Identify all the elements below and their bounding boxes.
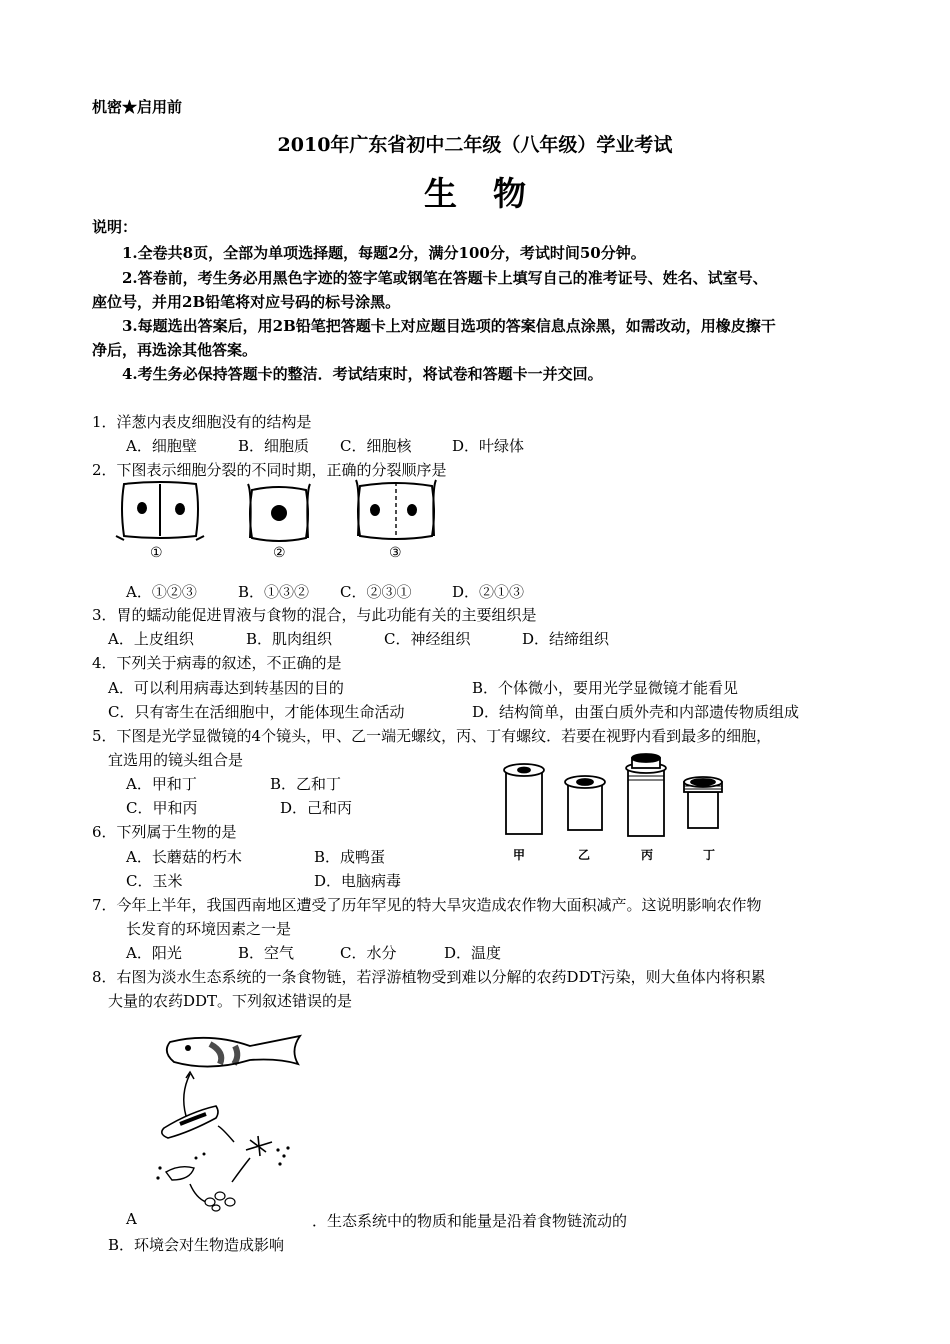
question-stem: 2．下图表示细胞分裂的不同时期，正确的分裂顺序是 bbox=[92, 461, 447, 479]
question-stem: 6．下列属于生物的是 bbox=[92, 823, 237, 841]
option-b: B．①③② bbox=[238, 583, 310, 601]
option-b: B．细胞质 bbox=[238, 437, 310, 455]
option-b: B．肌肉组织 bbox=[246, 630, 333, 648]
option-c: C．水分 bbox=[340, 944, 397, 962]
question-stem: 8．右图为淡水生态系统的一条食物链，若浮游植物受到难以分解的农药DDT污染，则大鱼体内将积累 bbox=[92, 968, 766, 986]
option-a: A．可以利用病毒达到转基因的目的 bbox=[108, 679, 344, 697]
question-stem-continued: 大量的农药DDT。下列叙述错误的是 bbox=[108, 992, 353, 1010]
option-c: C．细胞核 bbox=[340, 437, 412, 455]
question-stem-continued: 宜选用的镜头组合是 bbox=[108, 751, 244, 769]
option-b: B．空气 bbox=[238, 944, 295, 962]
option-c: C．②③① bbox=[340, 583, 412, 601]
question-stem: 7．今年上半年，我国西南地区遭受了历年罕见的特大旱灾造成农作物大面积减产。这说明影响农作物 bbox=[92, 896, 762, 914]
instruction-item: 座位号，并用2B铅笔将对应号码的标号涂黑。 bbox=[92, 293, 401, 311]
option-c: C．甲和丙 bbox=[126, 799, 198, 817]
figure-label: ③ bbox=[389, 545, 402, 561]
option-d: D．结构简单，由蛋白质外壳和内部遗传物质组成 bbox=[472, 703, 800, 721]
question-stem: 4．下列关于病毒的叙述，不正确的是 bbox=[92, 654, 342, 672]
option-d: D．②①③ bbox=[452, 583, 525, 601]
lens-label: 乙 bbox=[578, 848, 591, 862]
option-c: C．神经组织 bbox=[384, 630, 471, 648]
instruction-item: 2.答卷前，考生务必用黑色字迹的签字笔或钢笔在答题卡上填写自己的准考证号、姓名、试室号、 bbox=[122, 269, 768, 287]
figure-label: ② bbox=[273, 545, 286, 561]
question-stem: 3．胃的蠕动能促进胃液与食物的混合，与此功能有关的主要组织是 bbox=[92, 606, 537, 624]
option-c: C．只有寄生在活细胞中，才能体现生命活动 bbox=[108, 703, 405, 721]
option-a: ．生态系统中的物质和能量是沿着食物链流动的 bbox=[312, 1212, 628, 1230]
option-c: C．玉米 bbox=[126, 872, 183, 890]
option-a: A．上皮组织 bbox=[108, 630, 194, 648]
option-b: B．乙和丁 bbox=[270, 775, 342, 793]
instruction-item: 净后，再选涂其他答案。 bbox=[92, 341, 258, 359]
instruction-item: 4.考生务必保持答题卡的整洁．考试结束时，将试卷和答题卡一并交回。 bbox=[122, 365, 603, 383]
option-a: A．细胞壁 bbox=[126, 437, 197, 455]
option-a: A．①②③ bbox=[126, 583, 197, 601]
option-a: A．甲和丁 bbox=[126, 775, 197, 793]
instruction-item: 1.全卷共8页，全部为单项选择题，每题2分，满分100分，考试时间50分钟。 bbox=[122, 244, 646, 262]
lens-label: 丁 bbox=[703, 848, 716, 862]
option-d: D．结缔组织 bbox=[522, 630, 610, 648]
lens-label: 丙 bbox=[641, 848, 654, 862]
option-d: D．己和丙 bbox=[280, 799, 353, 817]
option-a: A．长蘑菇的朽木 bbox=[126, 848, 242, 866]
lens-label: 甲 bbox=[513, 848, 526, 862]
option-a-prefix: A bbox=[126, 1210, 137, 1228]
option-d: D．叶绿体 bbox=[452, 437, 525, 455]
option-d: D．电脑病毒 bbox=[314, 872, 402, 890]
question-stem-continued: 长发育的环境因素之一是 bbox=[126, 920, 292, 938]
option-d: D．温度 bbox=[444, 944, 502, 962]
question-stem: 1．洋葱内表皮细胞没有的结构是 bbox=[92, 413, 312, 431]
figure-label: ① bbox=[150, 545, 163, 561]
instruction-item: 3.每题选出答案后，用2B铅笔把答题卡上对应题目选项的答案信息点涂黑，如需改动，用橡皮擦干 bbox=[122, 317, 776, 335]
exam-title: 2010年广东省初中二年级（八年级）学业考试 bbox=[277, 134, 673, 156]
option-b: B．环境会对生物造成影响 bbox=[108, 1236, 285, 1254]
option-b: B．个体微小，要用光学显微镜才能看见 bbox=[472, 679, 739, 697]
confidential-mark: 机密★启用前 bbox=[92, 98, 183, 116]
option-a: A．阳光 bbox=[126, 944, 182, 962]
option-b: B．成鸭蛋 bbox=[314, 848, 386, 866]
subject-title: 生物 bbox=[424, 174, 562, 213]
food-chain-figure bbox=[150, 1032, 310, 1212]
microscope-lenses-figure bbox=[496, 752, 736, 842]
instructions-label: 说明： bbox=[92, 218, 138, 236]
question-stem: 5．下图是光学显微镜的4个镜头，甲、乙一端无螺纹，丙、丁有螺纹．若要在视野内看到最多的细胞， bbox=[92, 727, 772, 745]
